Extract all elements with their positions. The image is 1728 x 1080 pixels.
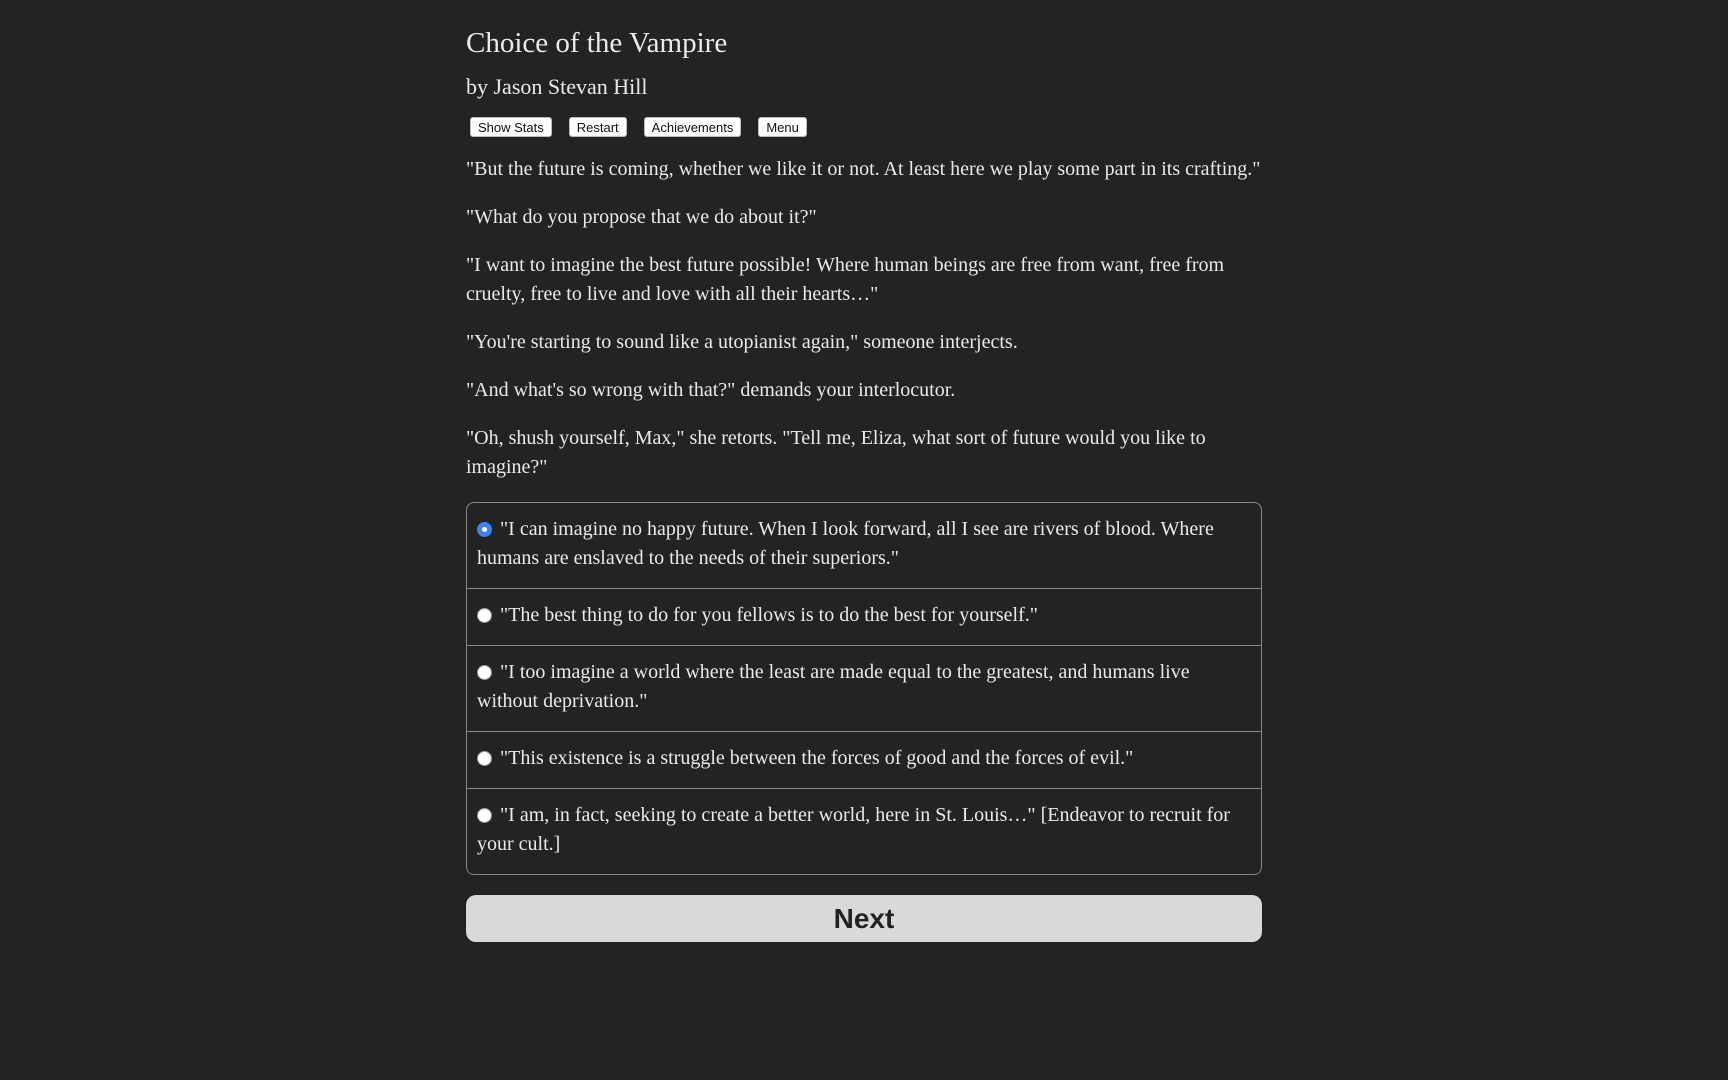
choice-label: "I too imagine a world where the least are made equal to the greatest, and humans live without deprivation." [477,661,1190,712]
story-paragraph: "Oh, shush yourself, Max," she retorts. "Tell me, Eliza, what sort of future would you like to imagine?" [466,427,1206,478]
choice-option-1[interactable] [467,503,1261,588]
choice-option-3[interactable] [467,645,1261,731]
show-stats-button[interactable]: Show Stats [470,117,552,137]
game-title: Choice of the Vampire [466,27,728,59]
story-text [466,155,1262,482]
radio-button-selected[interactable] [477,522,492,537]
choice-label: "The best thing to do for you fellows is to do the best for yourself." [500,604,1038,626]
choice-option-2[interactable] [467,588,1261,645]
choice-label: "I am, in fact, seeking to create a better world, here in St. Louis…" [Endeavor to recruit for your cult.] [477,804,1230,855]
choice-option-4[interactable] [467,731,1261,788]
achievements-button[interactable]: Achievements [644,117,742,137]
story-paragraph: "I want to imagine the best future possible! Where human beings are free from want, free from cruelty, free to live and love with all their hearts…" [466,254,1225,305]
game-container [466,0,1262,942]
toolbar [470,117,1262,137]
radio-button[interactable] [477,808,492,823]
choice-label: "I can imagine no happy future. When I look forward, all I see are rivers of blood. Where humans are enslaved to the needs of their superiors." [477,518,1214,569]
choice-label: "This existence is a struggle between the forces of good and the forces of evil." [500,747,1134,769]
story-paragraph: "But the future is coming, whether we like it or not. At least here we play some part in its crafting." [466,158,1261,180]
game-author: by Jason Stevan Hill [466,74,648,99]
choice-option-5[interactable] [467,788,1261,874]
radio-button[interactable] [477,751,492,766]
story-paragraph: "And what's so wrong with that?" demands your interlocutor. [466,379,956,401]
choice-list [466,502,1262,875]
restart-button[interactable]: Restart [569,117,627,137]
next-button[interactable]: Next [466,895,1262,942]
menu-button[interactable]: Menu [758,117,807,137]
story-paragraph: "You're starting to sound like a utopianist again," someone interjects. [466,331,1018,353]
radio-button[interactable] [477,608,492,623]
story-paragraph: "What do you propose that we do about it?" [466,206,817,228]
radio-button[interactable] [477,665,492,680]
